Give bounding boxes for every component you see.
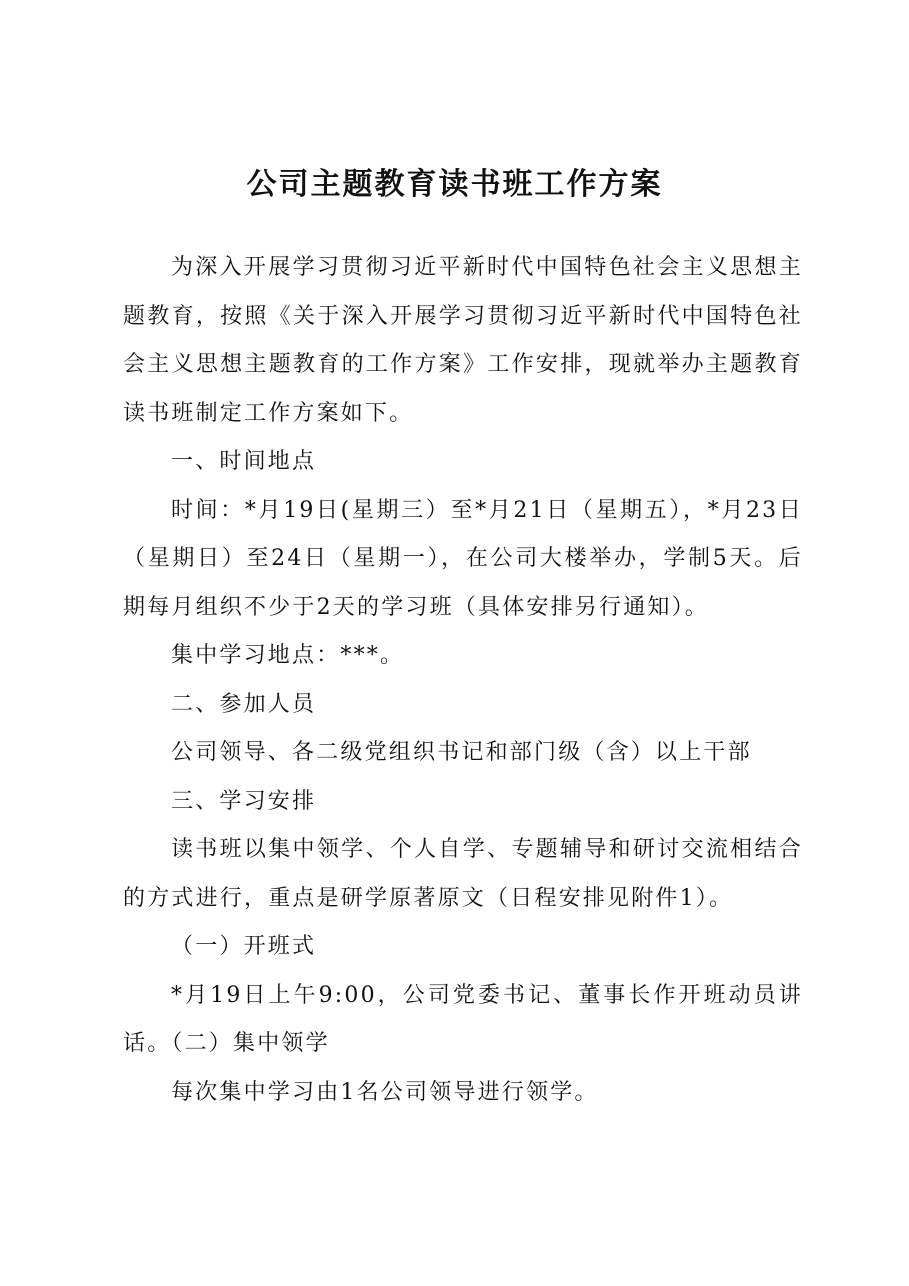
paragraph-group-study: 每次集中学习由1名公司领导进行领学。 xyxy=(171,1079,599,1105)
document-title: 公司主题教育读书班工作方案 xyxy=(246,167,663,202)
section-heading-study-plan: 三、学习安排 xyxy=(171,788,317,814)
section-heading-time-location: 一、时间地点 xyxy=(171,449,317,474)
paragraph-time: 时间：*月19日(星期三）至*月21日（星期五），*月23日（星期日）至24日（星期一），在公司大楼举办，学制5天。后期每月组织不少于2天的学习班（具体安排另行通知）。 xyxy=(123,497,803,620)
paragraph-location: 集中学习地点：***。 xyxy=(171,643,405,668)
paragraph-intro: 为深入开展学习贯彻习近平新时代中国特色社会主义思想主题教育，按照《关于深入开展学习贯彻习近平新时代中国特色社会主义思想主题教育的工作方案》工作安排，现就举办主题教育读书班制定工作方案如下。 xyxy=(123,255,803,426)
paragraph-study-method: 读书班以集中领学、个人自学、专题辅导和研讨交流相结合的方式进行，重点是研学原著原文（日程安排见附件1）。 xyxy=(123,837,803,911)
paragraph-opening: *月19日上午9:00，公司党委书记、董事长作开班动员讲话。（二）集中领学 xyxy=(123,982,803,1056)
subheading-opening: （一）开班式 xyxy=(171,934,317,959)
section-heading-participants: 二、参加人员 xyxy=(171,691,317,717)
document-body xyxy=(123,244,803,1117)
paragraph-participants: 公司领导、各二级党组织书记和部门级（含）以上干部 xyxy=(171,740,752,765)
